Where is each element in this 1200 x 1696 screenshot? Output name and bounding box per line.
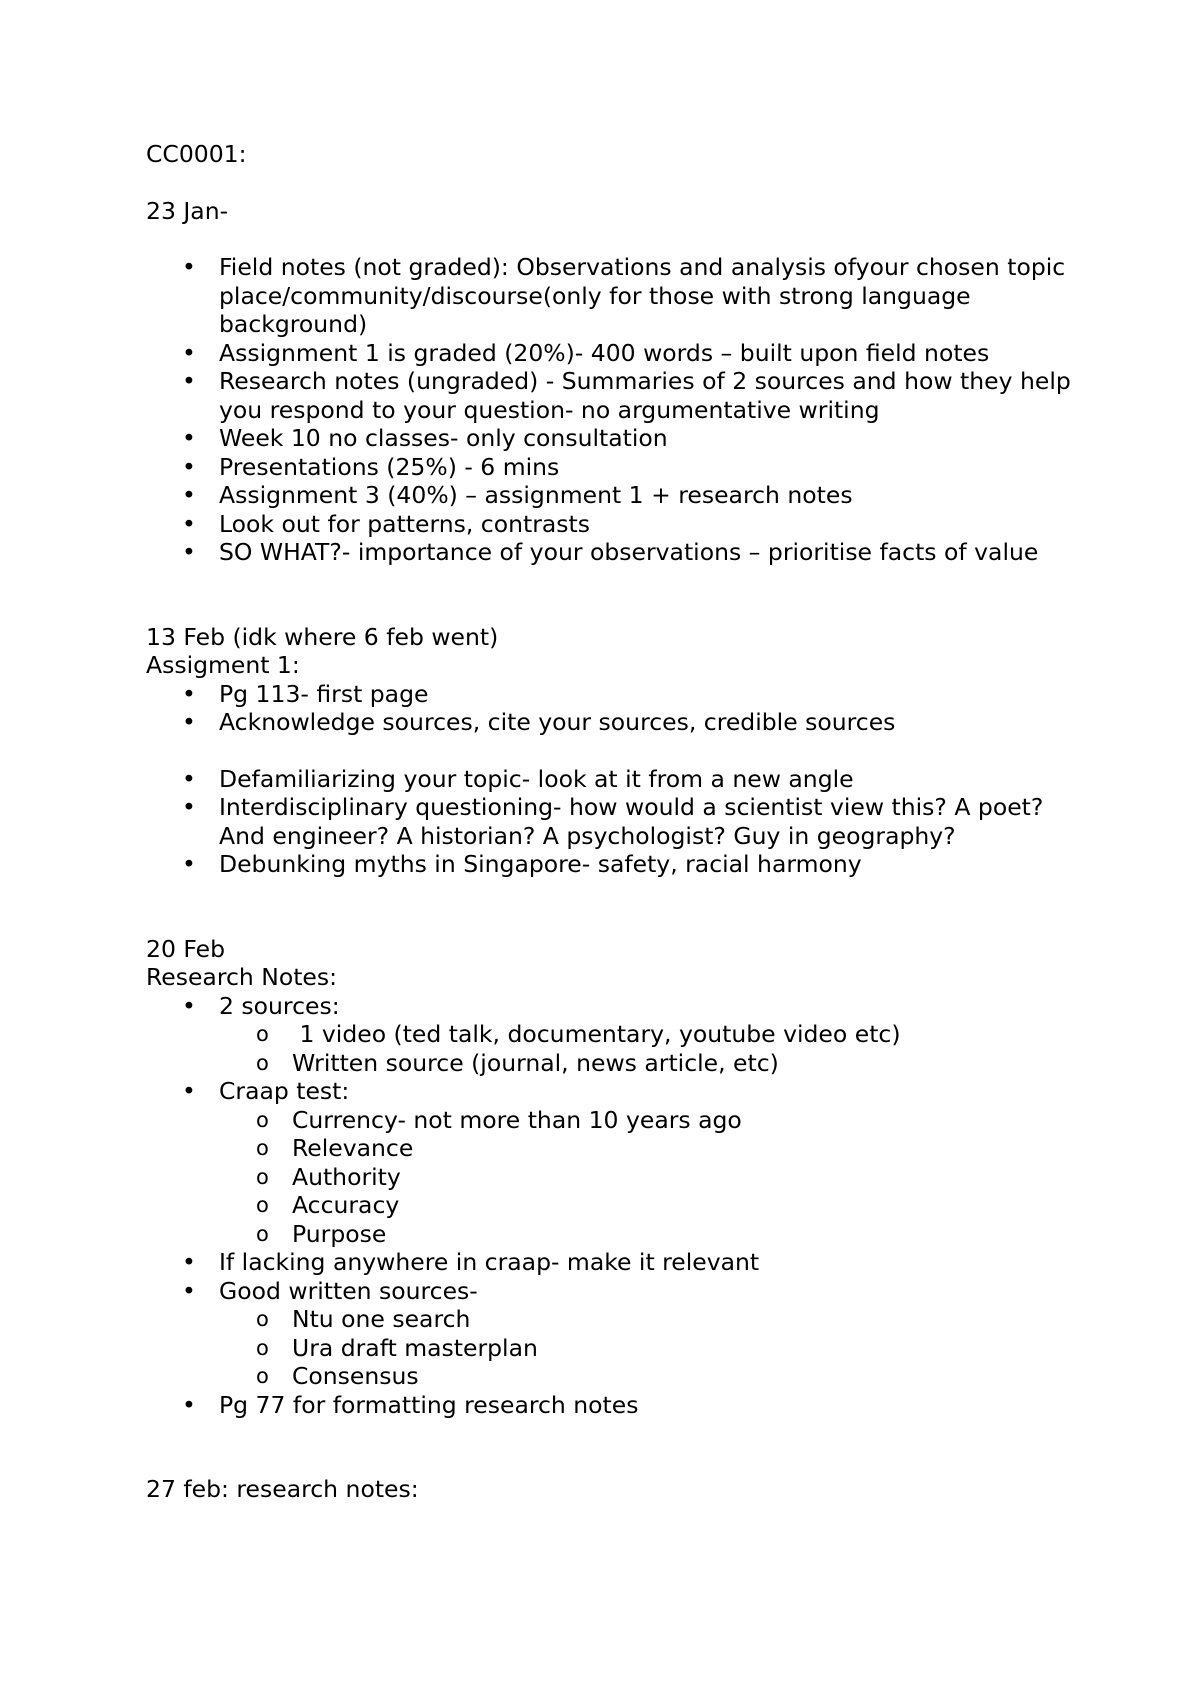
- sub-list-item: o Authority: [219, 1163, 1086, 1192]
- list-item: • If lacking anywhere in craap- make it relevant: [146, 1248, 1086, 1277]
- list-item: • Research notes (ungraded) - Summaries of 2 sources and how they help you respond to your question- no argumentative writing: [146, 367, 1086, 424]
- sub-list-item: o Consensus: [219, 1362, 1086, 1391]
- list-item: • Acknowledge sources, cite your sources, credible sources: [146, 708, 1086, 737]
- list-item: • Pg 77 for formatting research notes: [146, 1391, 1086, 1420]
- sub-list-item: o Ntu one search: [219, 1305, 1086, 1334]
- sub-list-item: o Purpose: [219, 1220, 1086, 1249]
- craap-label: Craap test:: [219, 1077, 350, 1105]
- list-item: • Interdisciplinary questioning- how would a scientist view this? A poet? And engineer? A historian? A psychologist? Guy in geography?: [146, 793, 1086, 850]
- sub-list-item: o Written source (journal, news article, etc): [219, 1049, 1086, 1078]
- jan23-bullet-list: [146, 253, 1086, 567]
- sub-list-item: o Accuracy: [219, 1191, 1086, 1220]
- date-20-feb: 20 Feb: [146, 934, 225, 963]
- list-item: [146, 1077, 1086, 1248]
- sub-list-item: o Currency- not more than 10 years ago: [219, 1106, 1086, 1135]
- list-item: • Presentations (25%) - 6 mins: [146, 453, 1086, 482]
- list-item: • Week 10 no classes- only consultation: [146, 424, 1086, 453]
- list-item: • Pg 113- first page: [146, 680, 1086, 709]
- list-item: • Defamiliarizing your topic- look at it from a new angle: [146, 765, 1086, 794]
- good-sources-label: Good written sources-: [219, 1276, 478, 1305]
- sub-list-item: o Ura draft masterplan: [219, 1334, 1086, 1363]
- assignment-1-subheading: Assigment 1:: [146, 651, 300, 679]
- date-27-feb: 27 feb: research notes:: [146, 1475, 419, 1503]
- date-23-jan: 23 Jan-: [146, 196, 229, 225]
- sub-list-item: o Relevance: [219, 1134, 1086, 1163]
- sources-sublist: [219, 1020, 1086, 1077]
- list-item: • Assignment 3 (40%) – assignment 1 + research notes: [146, 481, 1086, 510]
- list-item: • Debunking myths in Singapore- safety, racial harmony: [146, 850, 1086, 879]
- good-sources-sublist: [219, 1305, 1086, 1391]
- feb13-bullet-list-a: [146, 680, 1086, 737]
- list-item: • Field notes (not graded): Observations and analysis ofyour chosen topic place/community/discourse(only for those with strong language background): [146, 253, 1086, 339]
- feb20-bullet-list: [146, 992, 1086, 1420]
- date-13-feb: 13 Feb (idk where 6 feb went): [146, 622, 499, 651]
- course-code-heading: CC0001:: [146, 140, 247, 168]
- list-item: [146, 992, 1086, 1078]
- list-item: • Look out for patterns, contrasts: [146, 510, 1086, 539]
- list-item: • SO WHAT?- importance of your observations – prioritise facts of value: [146, 538, 1086, 567]
- document-body: [146, 140, 1086, 1504]
- sub-list-item: o 1 video (ted talk, documentary, youtube video etc): [219, 1020, 1086, 1049]
- list-item: • Assignment 1 is graded (20%)- 400 words – built upon field notes: [146, 339, 1086, 368]
- research-notes-subheading: Research Notes:: [146, 963, 338, 991]
- feb13-bullet-list-b: [146, 765, 1086, 879]
- sources-label: 2 sources:: [219, 991, 340, 1020]
- list-item: [146, 1277, 1086, 1391]
- craap-sublist: [219, 1106, 1086, 1249]
